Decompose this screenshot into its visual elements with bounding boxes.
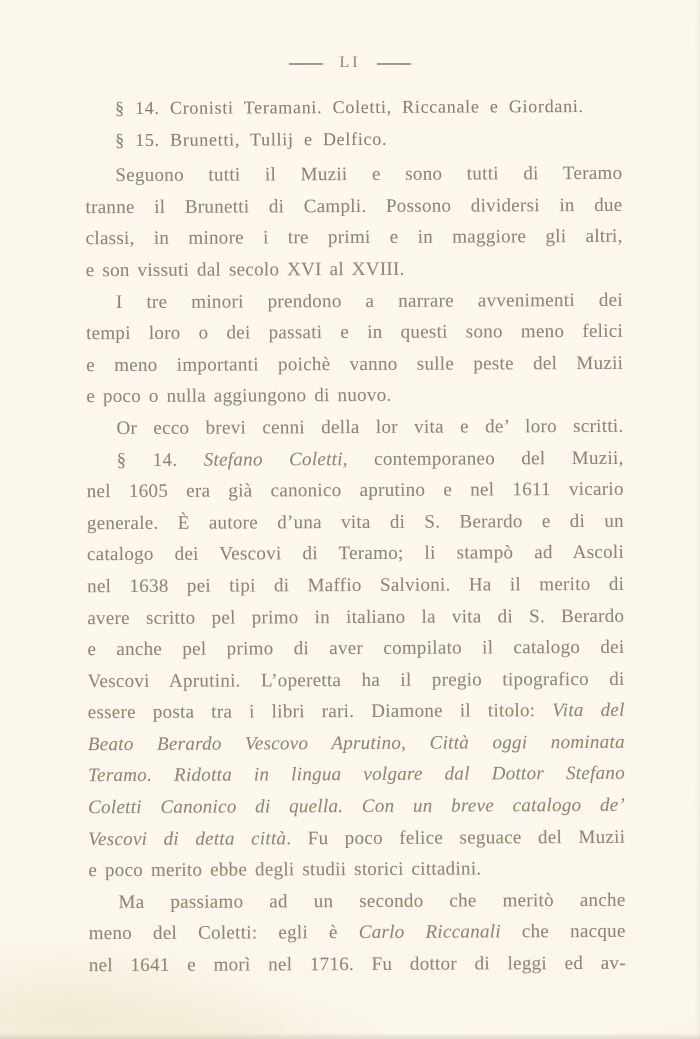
- roman-text: tranne il Brunetti di Campli. Possono dividersi in due: [85, 194, 623, 218]
- roman-text: I tre minori prendono a narrare avvenimenti dei: [115, 289, 623, 313]
- body-text-line: [89, 916, 626, 950]
- italic-text: Coletti Canonico di quella. Con un breve catalogo de’: [88, 794, 626, 819]
- body-text-line: [85, 158, 622, 192]
- body-text-line: [86, 379, 623, 413]
- body-text-line: [88, 664, 625, 698]
- roman-text: generale. È autore d’una vita di S. Berardo e di un: [86, 510, 624, 534]
- body-text-line: [86, 316, 623, 350]
- roman-text: . Fu poco felice seguace del Muzii: [286, 826, 626, 849]
- page-number: LI: [339, 54, 361, 71]
- roman-text: Vescovi Aprutini. L’operetta ha il pregio tipografico di: [87, 668, 625, 692]
- body-text-line: [88, 853, 625, 887]
- body-text-line: [87, 600, 624, 634]
- body-text-line: [87, 506, 624, 540]
- roman-text: meno del Coletti: egli è: [88, 922, 359, 945]
- roman-text: e poco o nulla aggiungono di nuovo.: [86, 385, 392, 408]
- roman-text: § 14.: [116, 449, 204, 471]
- italic-text: Teramo. Ridotta in lingua volgare dal Dottor Stefano: [87, 763, 626, 787]
- body-text-line: [86, 221, 623, 255]
- roman-text: nel 1641 e morì nel 1716. Fu dottor di leggi ed av-: [88, 952, 626, 977]
- roman-text: avere scritto pel primo in italiano la vita di S. Berardo: [87, 605, 625, 629]
- body-text-line: [86, 284, 623, 318]
- roman-text: essere posta tra i libri rari. Diamone il titolo:: [87, 700, 553, 724]
- body-text-line: [87, 569, 624, 603]
- roman-text: § 14. Cronisti Teramani. Coletti, Riccanale e Giordani.: [115, 95, 584, 119]
- body-text-line: [86, 348, 623, 382]
- roman-text: § 15. Brunetti, Tullij e Delfico.: [115, 128, 388, 150]
- body-text-line: [88, 790, 625, 824]
- text-block: [85, 91, 626, 982]
- roman-text: Seguono tutti il Muzii e sono tutti di Teramo: [115, 163, 623, 187]
- body-text-line: [88, 885, 625, 919]
- roman-text: che nacque: [500, 921, 626, 943]
- italic-text: Vescovi di detta città: [88, 827, 287, 850]
- roman-text: tempi loro o dei passati e in questi sono meno felici: [86, 320, 624, 345]
- roman-text: contemporaneo del Muzii,: [347, 447, 624, 470]
- italic-text: Stefano Coletti,: [203, 448, 348, 471]
- roman-text: e anche pel primo di aver compilato il catalogo dei: [87, 636, 625, 661]
- roman-text: e meno importanti poichè vanno sulle peste del Muzii: [86, 352, 624, 376]
- italic-text: Vita del: [552, 700, 625, 722]
- body-text-line: [89, 948, 626, 982]
- body-text-line: [87, 537, 624, 571]
- roman-text: nel 1605 era già canonico aprutino e nel 1611 vicario: [86, 478, 624, 503]
- italic-text: Beato Berardo Vescovo Aprutino, Città oggi nominata: [87, 731, 625, 756]
- roman-text: Ma passiamo ad un secondo che meritò anche: [118, 889, 626, 913]
- italic-text: Carlo Riccanali: [358, 921, 501, 944]
- body-text-line: [86, 411, 623, 445]
- body-text-line: [87, 474, 624, 508]
- roman-text: Or ecco brevi cenni della lor vita e de’ loro scritti.: [116, 415, 624, 439]
- page-header: [0, 54, 700, 72]
- roman-text: classi, in minore i tre primi e in maggiore gli altri,: [85, 226, 623, 250]
- body-text-line: [88, 758, 625, 792]
- body-text-line: [85, 190, 622, 224]
- header-dash-right-icon: [377, 63, 411, 65]
- body-text-line: [88, 727, 625, 761]
- roman-text: nel 1638 pei tipi di Maffio Salvioni. Ha il merito di: [87, 573, 625, 598]
- body-text-line: [87, 632, 624, 666]
- body-text-line: [88, 821, 625, 855]
- section-heading-line: [85, 91, 622, 125]
- body-text-line: [88, 695, 625, 729]
- roman-text: catalogo dei Vescovi di Teramo; li stampò ad Ascoli: [86, 542, 625, 566]
- roman-text: e poco merito ebbe degli studii storici cittadini.: [88, 858, 482, 882]
- body-text-line: [87, 442, 624, 476]
- body-text-line: [86, 253, 623, 287]
- header-dash-left-icon: [289, 63, 323, 65]
- section-heading-line: [85, 122, 622, 156]
- roman-text: e son vissuti dal secolo XVI al XVIII.: [85, 258, 405, 282]
